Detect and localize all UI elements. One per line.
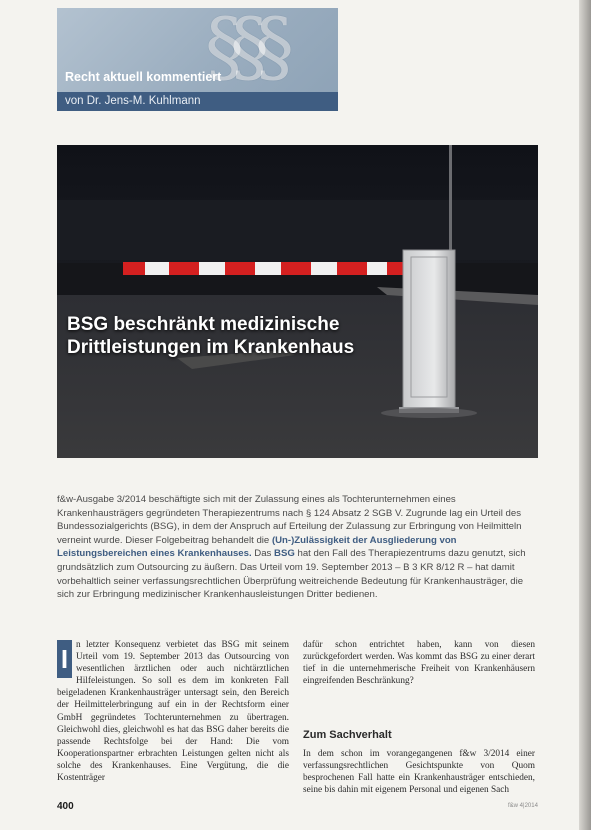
barrier-stripe	[281, 262, 311, 275]
lead-text-3: hat den Fall des Therapiezentrums dazu genutzt, sich grundsätzlich zum Outsourcing zu äußern. Das Urteil vom 19. September 2013 – B 3 KR 8/12 R – hat damit vorbehaltlich seiner verfassungsrechtlichen Überprüfung weitreichende Bedeutung für Krankenhausträger, die sich zur Erbringung medizinischer Krankenhausleistungen Dritter bedienen.	[57, 548, 526, 601]
article-headline	[67, 313, 354, 359]
barrier-stripe	[337, 262, 367, 275]
lead-highlight-bsg: BSG	[274, 548, 295, 560]
headline-line-2: Drittleistungen im Krankenhaus	[67, 337, 355, 358]
barrier-arm-base	[123, 262, 413, 275]
rubric-title: Recht aktuell kommentiert	[65, 70, 222, 84]
paragraph-symbols-graphic: §§§	[205, 8, 280, 92]
lead-text-1: f&w-Ausgabe 3/2014 beschäftigte sich mit der Zulassung eines als Tochterunternehmen eines Krankenhausträgers gegründeten Therapiezentrums nach § 124 Absatz 2 SGB V. Zugrunde lag ein Urteil des Bundessozialgerichts (BSG), in dem der Anspruch auf Erteilung der Zulassung zur Erbringung von Heilmitteln verneint wurde. Dieser Folgebeitrag behandelt die	[57, 494, 522, 546]
barrier-illustration	[57, 145, 538, 458]
rubric-header	[57, 8, 338, 111]
body-column-1-text: n letzter Konsequenz verbietet das BSG mit seinem Urteil vom 19. September 2013 das Outsourcing von wesentlichen ärztlichen oder auch nichtärztlichen Hilfeleistungen. So soll es dem im konkreten Fall beigeladenen Krankenhausträger untersagt sein, den Bereich der Heilmittelerbringung auf ein in der Rechtsform einer GmbH gegründetes Tochterunternehmen zu übertragen. Gleichwohl dies, gleichwohl es hat das BSG daher bereits die passende Rechtsfolge bei der Hand: Die vom Kooperationspartner erbrachten Leistungen gelten nicht als solche des Krankenhauses. Eine Vergütung, die die Kostenträger	[57, 640, 289, 784]
barrier-stripe	[225, 262, 255, 275]
lead-text-2: Das	[251, 548, 275, 560]
headline-line-1: BSG beschränkt medizinische	[67, 314, 340, 335]
drop-cap: I	[57, 640, 72, 678]
author-byline: von Dr. Jens-M. Kuhlmann	[65, 95, 201, 107]
lead-highlight: (Un-)Zulässigkeit der Ausgliederung von Leistungsbereichen eines Krankenhauses.	[57, 534, 457, 560]
sky-glow	[57, 200, 538, 260]
book-spine-shadow	[579, 0, 591, 830]
page-number: 400	[57, 801, 74, 812]
barrier-stripe	[123, 262, 145, 275]
body-column-1	[57, 639, 289, 784]
barrier-photo	[57, 145, 538, 458]
ground-light	[381, 408, 477, 418]
lead-paragraph	[57, 493, 538, 602]
body-column-2-section: In dem schon im vorangegangenen f&w 3/2014 einer verfassungsrechtlichen Gesichtspunkte von Quom besprochenen Fall hatte ein Krankenhausträger entschieden, seine bis dahin mit eigenem Personal und eigenen Sach	[303, 749, 535, 796]
barrier-stripe	[169, 262, 199, 275]
barrier-stripe	[387, 262, 405, 275]
body-column-2: dafür schon entrichtet haben, kann von diesen zurückgefordert werden. Was kommt das BSG zu einer derart tief in die unternehmerische Freiheit von Krankenhäusern eingreifenden Beschränkung?	[303, 640, 535, 687]
footer-issue-tag: f&w 4|2014	[508, 803, 538, 809]
byline-bar	[57, 92, 338, 111]
section-heading: Zum Sachverhalt	[303, 729, 392, 741]
